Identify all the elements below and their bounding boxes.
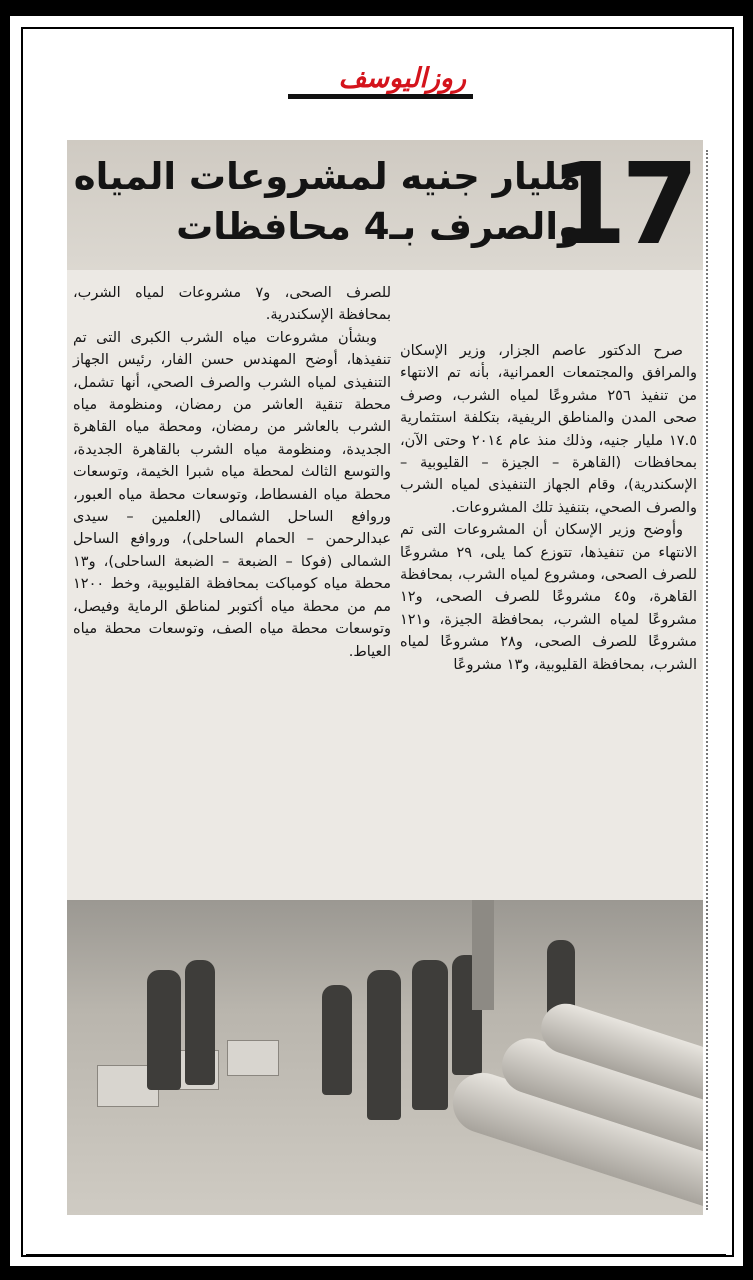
headline-line-1: مليار جنيه لمشروعات المياه [73, 155, 581, 198]
article-paragraph: للصرف الصحى، و٧ مشروعات لمياه الشرب، بمحافظة الإسكندرية. [73, 285, 391, 324]
article-photo [67, 900, 703, 1215]
article-paragraph: وأوضح وزير الإسكان أن المشروعات التى تم الانتهاء من تنفيذها، تتوزع كما يلى، ٢٩ مشروعًا للصرف الصحى، ومشروع لمياه الشرب، بمحافظة القاهرة، و٤٥ مشروعًا للصرف الصحى، و١٢ مشروعًا لمياه الشرب، بمحافظة الجيزة، و١٢١ مشروعًا للصرف الصحى، و٢٨ مشروعًا لمياه الشرب، بمحافظة القليوبية، و١٣ مشروعًا [400, 522, 697, 673]
worker-figure [322, 985, 352, 1095]
article-column-right [400, 340, 697, 900]
article-paragraph: صرح الدكتور عاصم الجزار، وزير الإسكان والمرافق والمجتمعات العمرانية، بأنه تم الانتهاء من تنفيذ ٢٥٦ مشروعًا لمياه الشرب، وصرف صحى المدن والمناطق الريفية، بتكلفة استثمارية ١٧.٥ مليار جنيه، وذلك منذ عام ٢٠١٤ وحتى الآن، بمحافظات (القاهرة – الجيزة – القليوبية – الإسكندرية)، وقام الجهاز التنفيذى لمياه الشرب والصرف الصحي، بتنفيذ تلك المشروعات. [400, 343, 697, 516]
page-frame-bottom-line [26, 1254, 726, 1257]
worker-figure [147, 970, 181, 1090]
newspaper-logo [270, 62, 480, 102]
worker-figure [367, 970, 401, 1120]
logo-text: روزاليوسف [338, 63, 466, 94]
worker-figure [185, 960, 215, 1085]
road-barrier [227, 1040, 279, 1076]
utility-pole [472, 900, 494, 1010]
newspaper-clipping [67, 140, 703, 1215]
headline-number: 17 [549, 140, 693, 270]
worker-figure [412, 960, 448, 1110]
headline-line-2: والصرف بـ4 محافظات [176, 205, 581, 248]
logo-underline-bar [288, 94, 473, 99]
article-paragraph: وبشأن مشروعات مياه الشرب الكبرى التى تم تنفيذها، أوضح المهندس حسن الفار، رئيس الجهاز التنفيذى لمياه الشرب والصرف الصحي، أنها تشمل، محطة تنقية العاشر من رمضان، ومنظومة مياه الشرب بالعاشر من رمضان، ومحطة مياه القاهرة الجديدة، ومنظومة مياه الشرب بالقاهرة الجديدة، والتوسع الثالث لمحطة مياه شبرا الخيمة، وتوسعات محطة مياه الفسطاط، وتوسعات محطة مياه العبور، وروافع الساحل الشمالى (العلمين – سيدى عبدالرحمن – الحمام الساحلى)، وروافع الساحل الشمالى (فوكا – الضبعة – الضبعة الساحلى)، و١٣ محطة مياه كومباكت بمحافظة القليوبية، وخط ١٢٠٠ مم من محطة مياه أكتوبر لمناطق الرماية وفيصل، وتوسعات محطة مياه الصف، وتوسعات محطة مياه العياط. [73, 329, 391, 660]
cut-line-dots [706, 150, 710, 1210]
article-column-left [73, 282, 391, 882]
